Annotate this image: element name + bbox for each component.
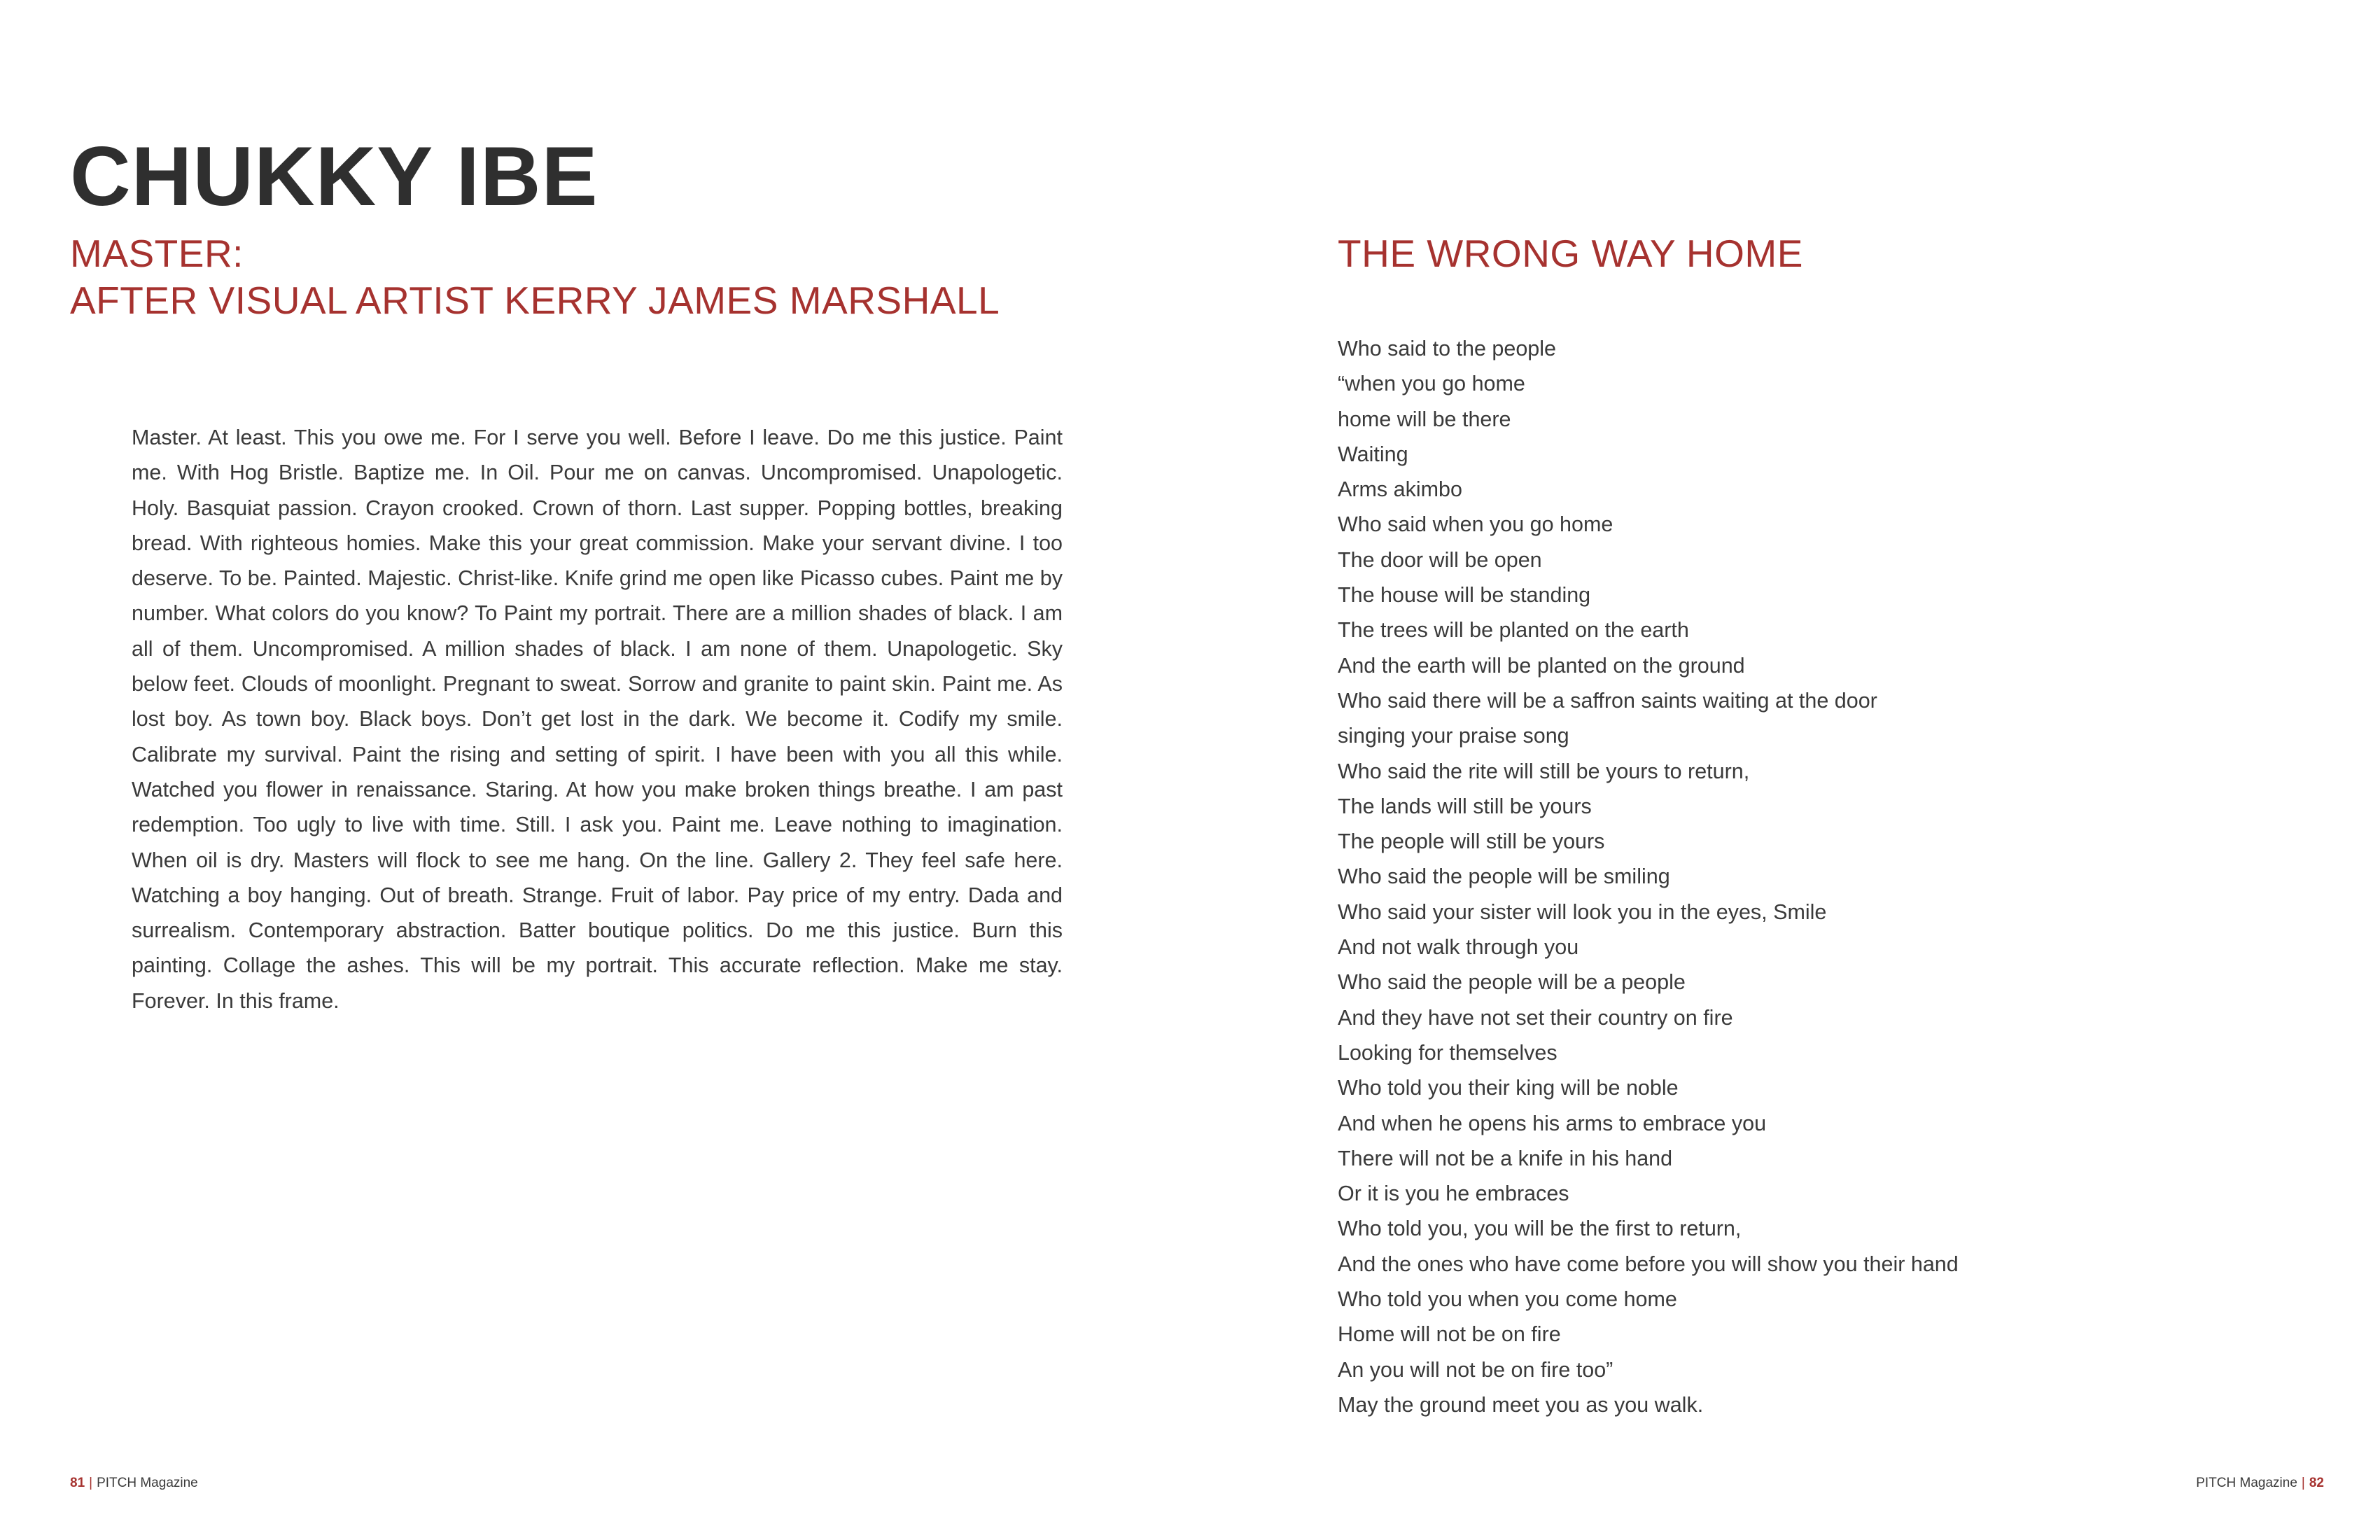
verse-line: The people will still be yours bbox=[1338, 830, 1605, 854]
page-number: 82 bbox=[2309, 1476, 2324, 1490]
verse-line: Who said the people will be smiling bbox=[1338, 864, 1670, 889]
footer-separator: | bbox=[89, 1476, 93, 1490]
verse-line: May the ground meet you as you walk. bbox=[1338, 1392, 1704, 1417]
verse-line: home will be there bbox=[1338, 407, 1511, 431]
verse-line: The lands will still be yours bbox=[1338, 794, 1592, 818]
verse-line: Who told you, you will be the first to return, bbox=[1338, 1217, 1742, 1241]
verse-line: Who said the rite will still be yours to return, bbox=[1338, 759, 1750, 783]
verse-line: Who told you their king will be noble bbox=[1338, 1076, 1679, 1100]
page-footer-left bbox=[70, 1476, 198, 1491]
verse-line: Who said when you go home bbox=[1338, 512, 1614, 537]
page-number: 81 bbox=[70, 1476, 85, 1490]
verse-line: Who told you when you come home bbox=[1338, 1287, 1677, 1312]
verse-line: singing your praise song bbox=[1338, 724, 1569, 748]
verse-line: The house will be standing bbox=[1338, 583, 1591, 608]
verse-line: Who said to the people bbox=[1338, 337, 1556, 360]
poem-title-wrong-way-home: THE WRONG WAY HOME bbox=[1338, 232, 1803, 275]
prose-poem-body: Master. At least. This you owe me. For I serve you well. Before I leave. Do me this justice. Paint me. With Hog Bristle. Baptize me. In Oil. Pour me on canvas. Uncompromised. Unapologetic. Holy. Basquiat passion. Crayon crooked. Crown of thorn. Last supper. Popping bottles, breaking bread. With righteous homies. Make this your great commission. Make your servant divine. I too deserve. To be. Painted. Majestic. Christ-like. Knife grind me open like Picasso cubes. Paint me by number. What colors do you know? To Paint my portrait. There are a million shades of black. I am all of them. Uncompromised. A million shades of black. I am none of them. Unapologetic. Sky below feet. Clouds of moonlight. Pregnant to sweat. Sorrow and granite to paint skin. Paint me. As lost boy. As town boy. Black boys. Don’t get lost in the dark. We become it. Codify my smile. Calibrate my survival. Paint the rising and setting of spirit. I have been with you all this while. Watched you flower in renaissance. Staring. At how you make broken things breathe. I am past redemption. Too ugly to live with time. Still. I ask you. Paint me. Leave nothing to imagination. When oil is dry. Masters will flock to see me hang. On the line. Gallery 2. They feel safe here. Watching a boy hanging. Out of breath. Strange. Fruit of labor. Pay price of my entry. Dada and surrealism. Contemporary abstraction. Batter boutique politics. Do me this justice. Burn this painting. Collage the ashes. This will be my portrait. This accurate reflection. Make me stay. Forever. In this frame. bbox=[132, 426, 1063, 1013]
verse-line: And not walk through you bbox=[1338, 935, 1579, 960]
verse-line: The door will be open bbox=[1338, 547, 1542, 572]
verse-line: Who said the people will be a people bbox=[1338, 970, 1686, 995]
poem-verse-lines bbox=[1338, 331, 1959, 1422]
verse-line: Who said there will be a saffron saints waiting at the door bbox=[1338, 688, 1877, 713]
verse-line: And the ones who have come before you will show you their hand bbox=[1338, 1252, 1959, 1276]
verse-line: Who said your sister will look you in the eyes, Smile bbox=[1338, 899, 1827, 924]
footer-separator: | bbox=[2301, 1476, 2305, 1490]
magazine-name: PITCH Magazine bbox=[2196, 1476, 2297, 1490]
right-page bbox=[1190, 0, 2380, 1540]
verse-line: And they have not set their country on fire bbox=[1338, 1005, 1733, 1030]
poem-title-line: MASTER: bbox=[70, 232, 244, 275]
verse-line: And when he opens his arms to embrace you bbox=[1338, 1111, 1767, 1135]
verse-line: Or it is you he embraces bbox=[1338, 1182, 1569, 1206]
magazine-name: PITCH Magazine bbox=[97, 1476, 198, 1490]
verse-line: There will not be a knife in his hand bbox=[1338, 1146, 1673, 1170]
verse-line: “when you go home bbox=[1338, 372, 1525, 396]
verse-line: Home will not be on fire bbox=[1338, 1322, 1561, 1347]
verse-line: Waiting bbox=[1338, 442, 1408, 466]
poem-title-master bbox=[70, 230, 1000, 324]
verse-line: An you will not be on fire too” bbox=[1338, 1357, 1614, 1382]
verse-line: Arms akimbo bbox=[1338, 477, 1462, 502]
page-footer-right bbox=[2196, 1476, 2324, 1491]
verse-line: And the earth will be planted on the ground bbox=[1338, 653, 1745, 678]
poem-title-line: AFTER VISUAL ARTIST KERRY JAMES MARSHALL bbox=[70, 279, 1000, 322]
verse-line: The trees will be planted on the earth bbox=[1338, 618, 1689, 643]
author-name: CHUKKY IBE bbox=[70, 130, 598, 223]
verse-line: Looking for themselves bbox=[1338, 1040, 1558, 1065]
